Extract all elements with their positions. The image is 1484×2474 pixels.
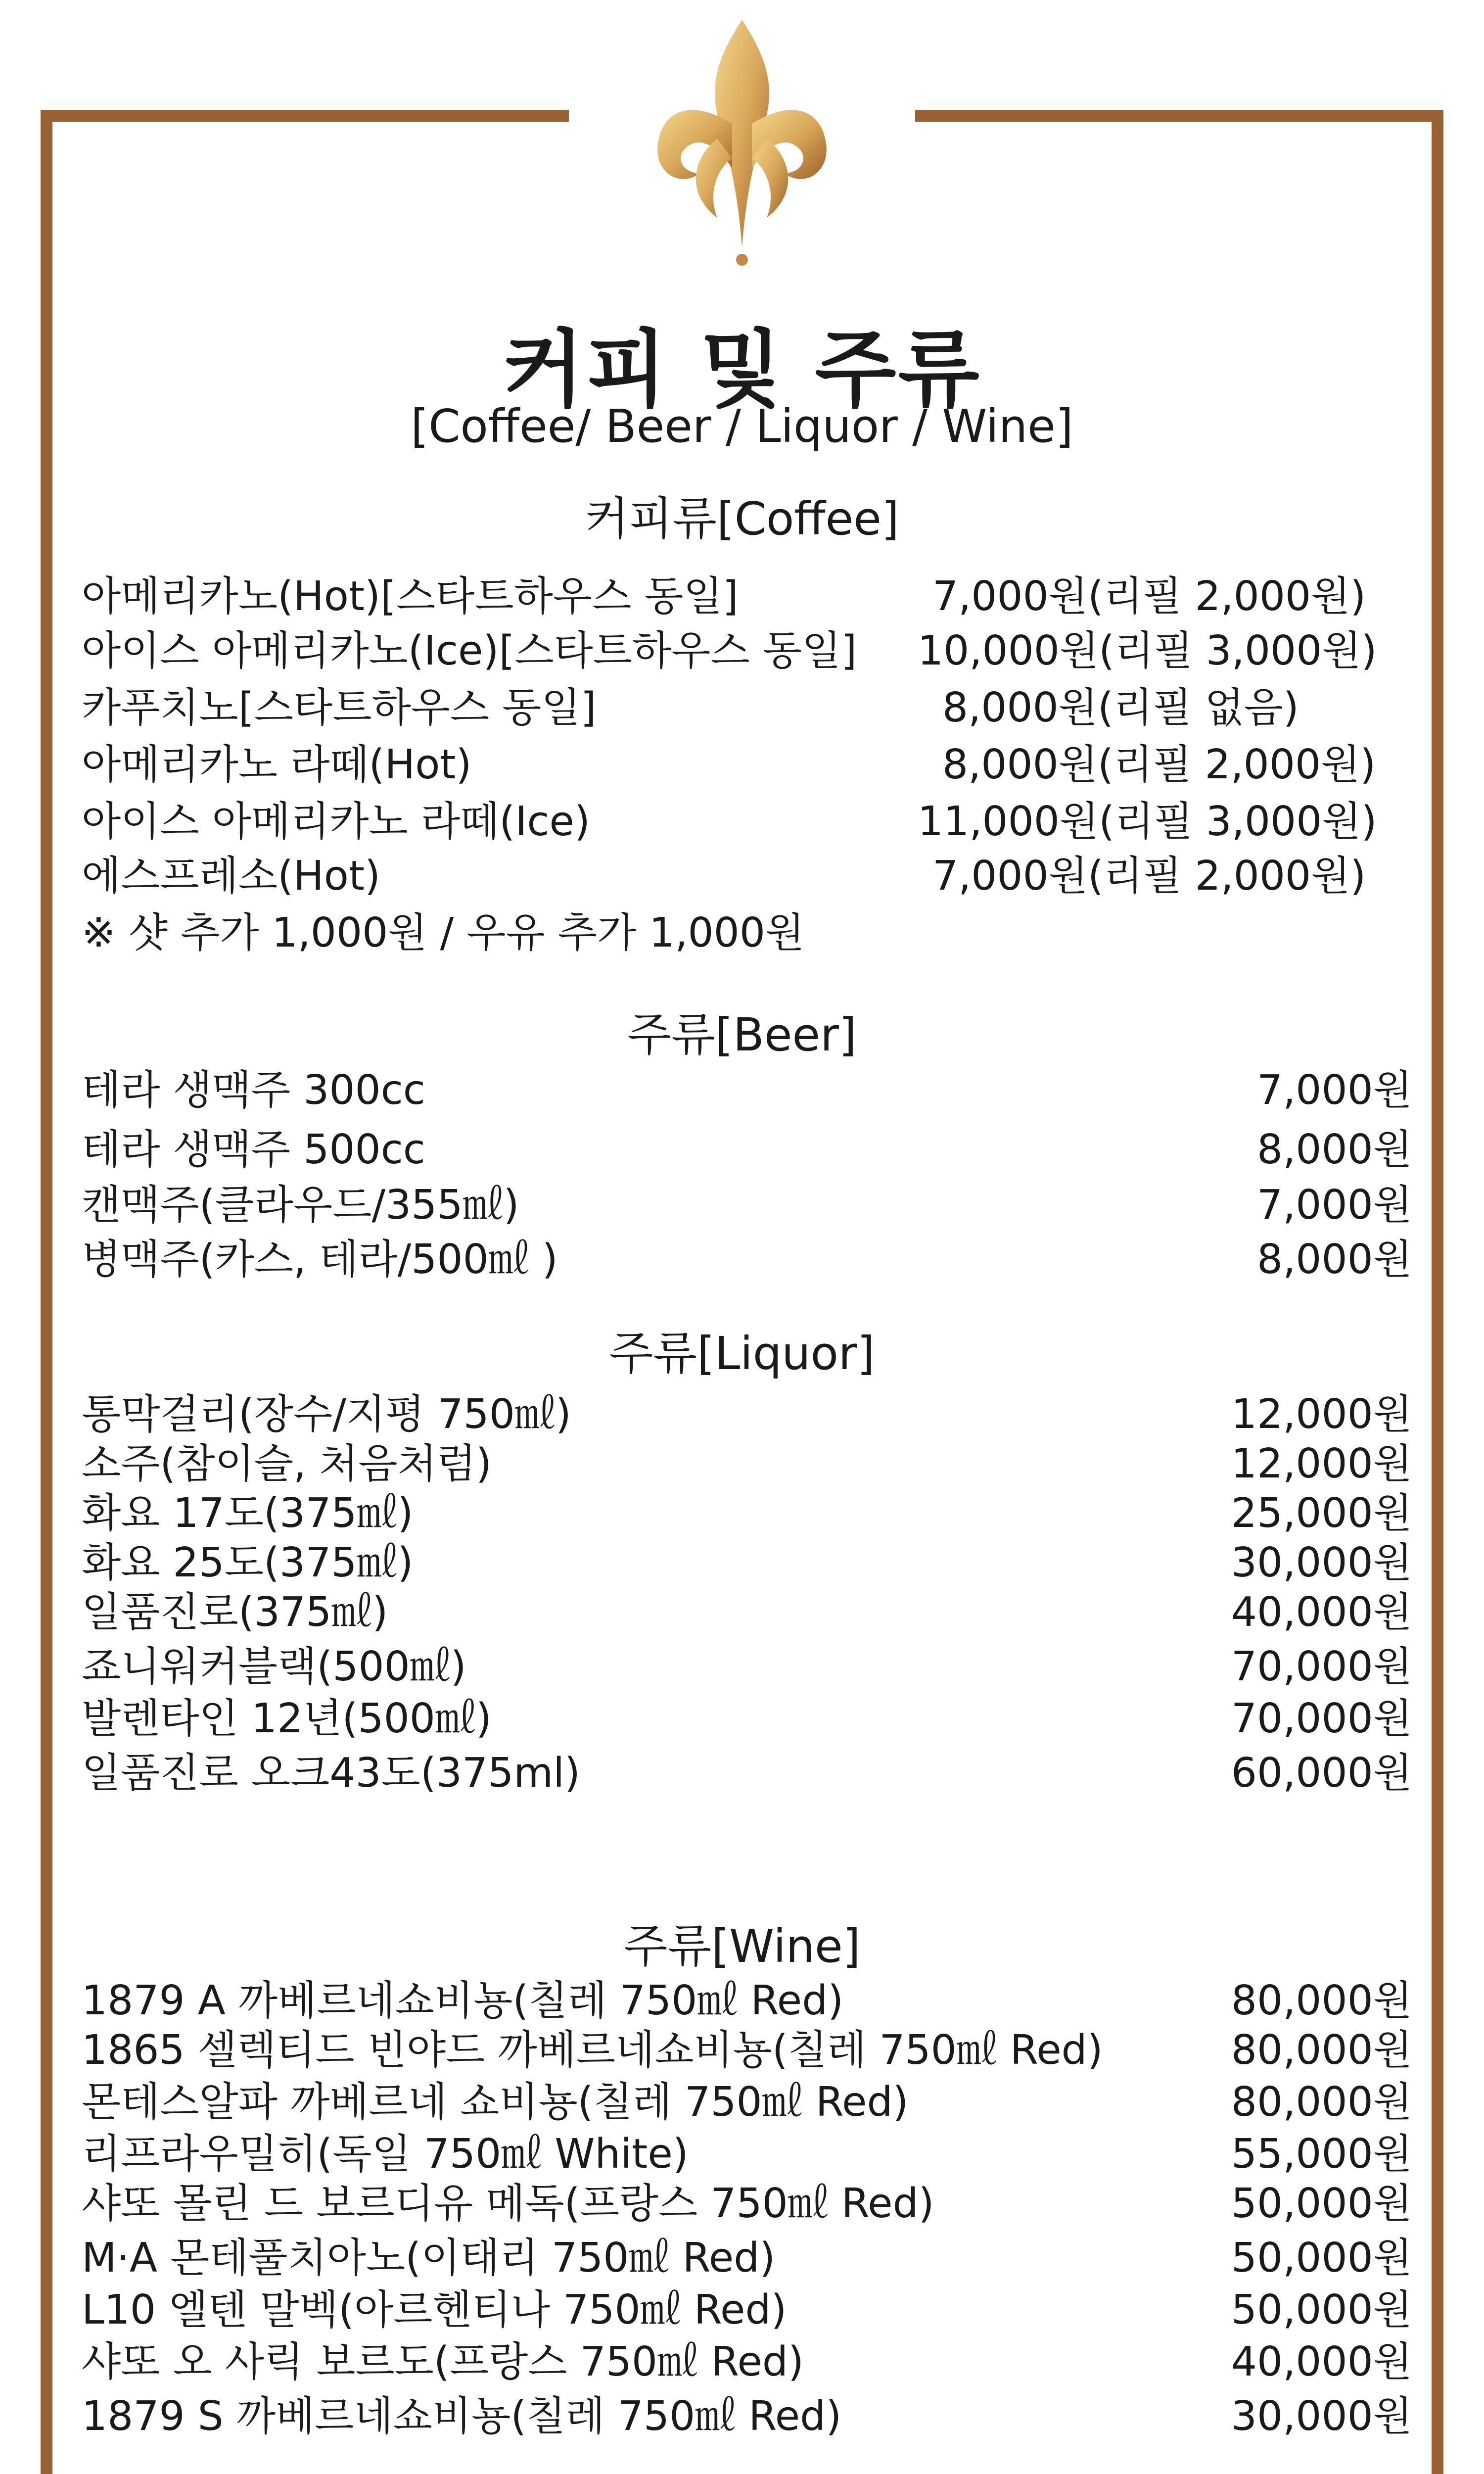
item-name: 테라 생맥주 300cc — [82, 1067, 425, 1114]
menu-item — [82, 570, 1412, 623]
item-name: 샤또 몰린 드 보르디유 메독(프랑스 750㎖ Red) — [82, 2180, 934, 2227]
menu-item — [82, 1487, 1412, 1540]
item-name: 아이스 아메리카노(Ice)[스타트하우스 동일] — [82, 627, 857, 674]
item-price: 8,000원 — [1257, 1236, 1412, 1283]
liquor-heading: 주류[Liquor] — [609, 1327, 875, 1380]
item-name: 아메리카노(Hot)[스타트하우스 동일] — [82, 573, 739, 620]
vat-notice — [0, 2469, 1484, 2474]
menu-item — [82, 624, 1412, 678]
item-name: 화요 17도(375㎖) — [82, 1490, 414, 1537]
menu-item — [82, 2284, 1412, 2337]
item-price: 8,000원(리필 없음) — [942, 684, 1299, 731]
beer-heading: 주류[Beer] — [627, 1008, 857, 1061]
item-price: 40,000원 — [1231, 1589, 1412, 1636]
menu-item — [82, 2076, 1412, 2129]
item-price: 11,000원(리필 3,000원) — [918, 798, 1377, 845]
item-name: 카푸치노[스타트하우스 동일] — [82, 684, 597, 731]
menu-item — [82, 2128, 1412, 2181]
item-price: 25,000원 — [1231, 1490, 1412, 1537]
menu-item — [82, 1179, 1412, 1232]
menu-item — [82, 1123, 1412, 1177]
item-name: 몬테스알파 까베르네 쇼비뇽(칠레 750㎖ Red) — [82, 2079, 909, 2126]
menu-item — [82, 850, 1412, 903]
item-price: 55,000원 — [1231, 2131, 1412, 2178]
item-name: 발렌타인 12년(500㎖) — [82, 1695, 492, 1742]
item-name: L10 엘텐 말벡(아르헨티나 750㎖ Red) — [82, 2286, 787, 2333]
item-price: 7,000원 — [1257, 1067, 1412, 1114]
item-name: 샤또 오 사릭 보르도(프랑스 750㎖ Red) — [82, 2338, 804, 2385]
item-price: 70,000원 — [1231, 1643, 1412, 1690]
item-name: 1879 A 까베르네쇼비뇽(칠레 750㎖ Red) — [82, 1977, 844, 2024]
menu-item — [82, 1064, 1412, 1117]
item-name: 죠니워커블랙(500㎖) — [82, 1643, 466, 1690]
menu-item — [82, 2024, 1412, 2077]
item-name: 일품진로 오크43도(375ml) — [82, 1750, 581, 1797]
item-price: 7,000원(리필 2,000원) — [932, 573, 1366, 620]
item-name: 1865 셀렉티드 빈야드 까베르네쇼비뇽(칠레 750㎖ Red) — [82, 2027, 1103, 2074]
item-name: M·A 몬테풀치아노(이태리 750㎖ Red) — [82, 2235, 776, 2282]
top-ornament-icon — [569, 10, 915, 267]
item-price: 40,000원 — [1231, 2338, 1412, 2385]
item-price: 7,000원 — [1257, 1182, 1412, 1229]
item-name: 테라 생맥주 500cc — [82, 1126, 425, 1173]
item-name: 일품진로(375㎖) — [82, 1589, 388, 1636]
menu-item — [82, 1586, 1412, 1639]
item-name: 캔맥주(클라우드/355㎖) — [82, 1182, 519, 1229]
menu-item — [82, 738, 1412, 792]
item-price: 50,000원 — [1231, 2235, 1412, 2282]
menu-item — [82, 2232, 1412, 2285]
item-price: 8,000원(리필 2,000원) — [942, 741, 1376, 788]
coffee-note: ※ 샷 추가 1,000원 / 우유 추가 1,000원 — [82, 909, 805, 956]
menu-subtitle: [Coffee/ Beer / Liquor / Wine] — [411, 400, 1073, 453]
item-name: 아이스 아메리카노 라떼(Ice) — [82, 798, 590, 845]
item-price: 30,000원 — [1231, 1539, 1412, 1586]
item-price: 60,000원 — [1231, 1750, 1412, 1797]
menu-item — [82, 2390, 1412, 2443]
item-name: 1879 S 까베르네쇼비뇽(칠레 750㎖ Red) — [82, 2393, 842, 2440]
item-name: 소주(참이슬, 처음처럼) — [82, 1440, 492, 1487]
item-price: 12,000원 — [1231, 1440, 1412, 1487]
item-price: 70,000원 — [1231, 1695, 1412, 1742]
menu-item — [82, 1640, 1412, 1694]
item-price: 80,000원 — [1231, 2027, 1412, 2074]
item-price: 30,000원 — [1231, 2393, 1412, 2440]
item-price: 80,000원 — [1231, 2079, 1412, 2126]
item-price: 80,000원 — [1231, 1977, 1412, 2024]
menu-item — [82, 1388, 1412, 1441]
item-name: 아메리카노 라떼(Hot) — [82, 741, 472, 788]
item-price: 12,000원 — [1231, 1391, 1412, 1438]
menu-item — [82, 1437, 1412, 1491]
coffee-heading: 커피류[Coffee] — [585, 492, 899, 545]
item-price: 8,000원 — [1257, 1126, 1412, 1173]
menu-item — [82, 2177, 1412, 2231]
menu-item — [82, 681, 1412, 735]
menu-item — [82, 2335, 1412, 2389]
item-name: 화요 25도(375㎖) — [82, 1539, 414, 1586]
item-name: 통막걸리(장수/지평 750㎖) — [82, 1391, 571, 1438]
item-price: 7,000원(리필 2,000원) — [932, 853, 1366, 900]
item-name: 에스프레소(Hot) — [82, 853, 381, 900]
item-price: 10,000원(리필 3,000원) — [918, 627, 1377, 674]
wine-heading: 주류[Wine] — [623, 1920, 861, 1973]
item-name: 리프라우밀히(독일 750㎖ White) — [82, 2131, 689, 2178]
menu-item — [82, 1536, 1412, 1590]
item-price: 50,000원 — [1231, 2286, 1412, 2333]
menu-item — [82, 1747, 1412, 1800]
menu-title: 커피 및 주류 — [503, 321, 981, 419]
item-name: 병맥주(카스, 테라/500㎖ ) — [82, 1236, 558, 1283]
menu-item — [82, 1233, 1412, 1286]
menu-item — [82, 1692, 1412, 1746]
menu-item — [82, 795, 1412, 849]
item-price: 50,000원 — [1231, 2180, 1412, 2227]
menu-item — [82, 1974, 1412, 2028]
